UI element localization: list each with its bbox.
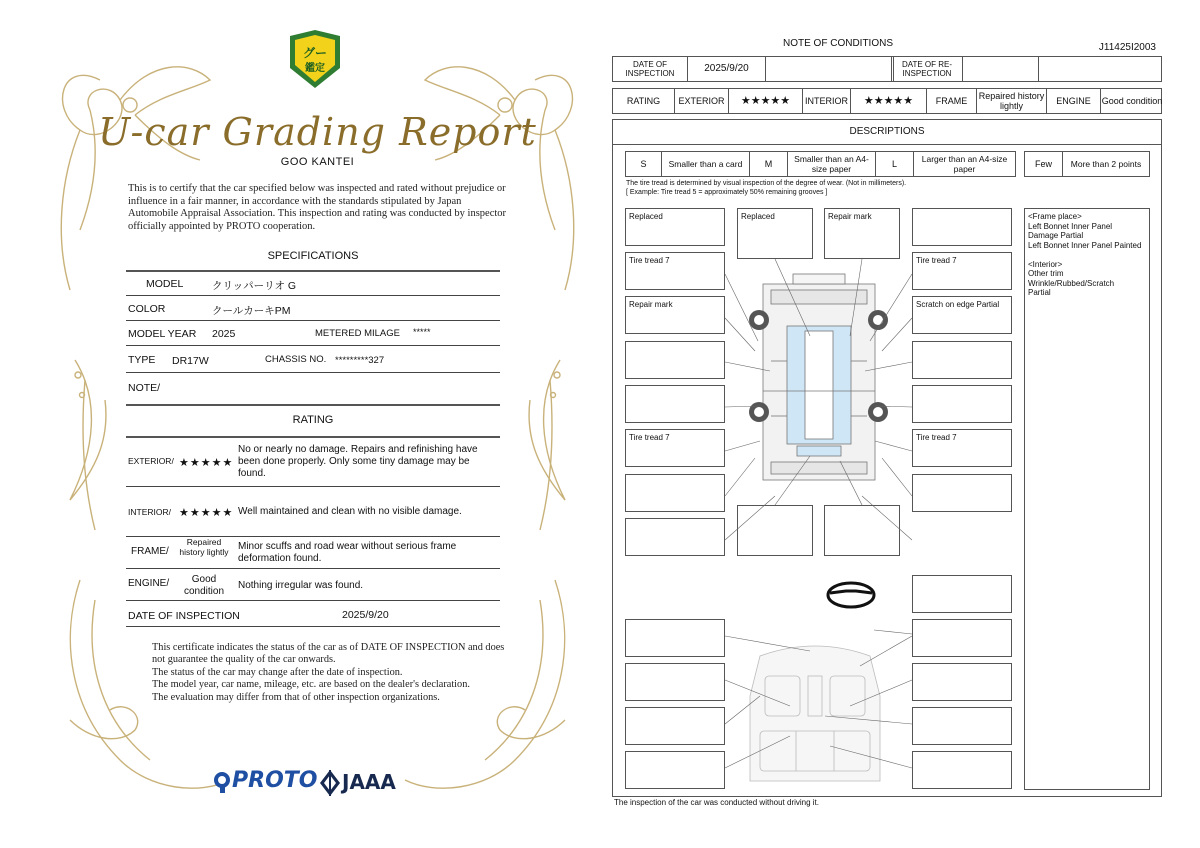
date-of-reinspection-label: DATE OF RE-INSPECTION: [891, 57, 963, 81]
model-value: クリッパーリオ G: [212, 280, 297, 292]
proto-logo: PROTO: [232, 768, 318, 793]
interior-label: INTERIOR/: [128, 507, 171, 517]
note-footer: The inspection of the car was conducted without driving it.: [614, 798, 819, 807]
date-of-inspection-value: 2025/9/20: [688, 57, 766, 81]
jaaa-logo-icon: [320, 770, 340, 796]
svg-text:グー: グー: [302, 46, 328, 60]
frame-value: Repaired history lightly: [977, 89, 1047, 113]
date-of-inspection-label: DATE OF INSPECTION: [613, 57, 688, 81]
legend-l: L: [876, 152, 914, 176]
note-title: NOTE OF CONDITIONS: [783, 38, 893, 49]
frame-description: Minor scuffs and road wear without serious frame deformation found.: [238, 541, 457, 564]
grading-certificate: [40, 20, 595, 810]
rating-row: [612, 88, 1162, 114]
report-title: U-car Grading Report: [98, 110, 537, 154]
divider: [126, 372, 500, 373]
remarks-box: [1024, 208, 1150, 790]
rating-label: RATING: [613, 89, 675, 113]
legend-m: M: [750, 152, 788, 176]
metered-mileage-label: METERED MILAGE: [315, 328, 400, 339]
few-legend: [1024, 151, 1150, 177]
exterior-stars: ★★★★★: [729, 89, 803, 113]
divider: [126, 345, 500, 346]
note-label: NOTE/: [128, 382, 161, 394]
condition-box: Tire tread 7: [912, 252, 1012, 290]
legend-s-desc: Smaller than a card: [662, 152, 750, 176]
divider: [612, 144, 1162, 145]
legend-s: S: [626, 152, 662, 176]
size-legend: [625, 151, 1016, 177]
legend-l-desc: Larger than an A4-size paper: [921, 154, 1008, 174]
condition-box: Replaced: [625, 208, 725, 246]
jaaa-logo: JAAA: [342, 770, 396, 794]
specifications-heading: SPECIFICATIONS: [267, 250, 359, 262]
condition-box: Scratch on edge Partial: [912, 296, 1012, 334]
condition-box: Replaced: [737, 208, 813, 259]
empty-cell: [1039, 57, 1163, 81]
divider: [126, 436, 500, 438]
divider: [126, 404, 500, 406]
metered-mileage-value: *****: [413, 327, 431, 337]
remarks-text: <Frame place> Left Bonnet Inner Panel Damage Partial Left Bonnet Inner Panel Painted <Interior> Other trim Wrinkle/Rubbed/Scratch Partial: [1028, 212, 1142, 297]
exterior-stars: ★★★★★: [179, 457, 234, 469]
interior-stars: ★★★★★: [179, 507, 234, 519]
interior-description: Well maintained and clean with no visible damage.: [238, 506, 462, 517]
interior-label: INTERIOR: [803, 89, 851, 113]
color-value: クールカーキPM: [212, 305, 291, 317]
divider: [126, 295, 500, 296]
tire-tread-note: The tire tread is determined by visual inspection of the degree of wear. (Not in millimeters). [ Example: Tire tread 5 = approximately 50% remaining grooves ]: [626, 180, 907, 196]
legend-few: Few: [1025, 152, 1063, 176]
empty-cell: [766, 57, 894, 81]
certificate-footnote: This certificate indicates the status of the car as of DATE OF INSPECTION and does not guarantee the quality of the car onwards. The status of the car may change after the date of inspection. The model year, car name, mileage, etc. are based on the dealer's declaration. The evaluation may differ from that of other inspection organizations.: [152, 642, 505, 703]
condition-box: Repair mark: [625, 296, 725, 334]
frame-label: FRAME: [927, 89, 977, 113]
divider: [126, 270, 500, 272]
date-of-inspection-label: DATE OF INSPECTION: [128, 610, 240, 622]
date-row: [612, 56, 1162, 82]
exterior-label: EXTERIOR: [675, 89, 729, 113]
divider: [126, 626, 500, 627]
report-subtitle: GOO KANTEI: [280, 156, 355, 168]
intro-paragraph: This is to certify that the car specified below was inspected and rated without prejudice or influence in a fair manner, in accordance with the standards stipulated by Japan Automobile Appraisal Association. This inspection and rating was conducted by inspector officially appointed by PROTO cooperation.: [128, 183, 507, 232]
model-year-label: MODEL YEAR: [128, 328, 197, 340]
condition-box: Tire tread 7: [625, 252, 725, 290]
engine-description: Nothing irregular was found.: [238, 580, 364, 591]
descriptions-heading: DESCRIPTIONS: [849, 126, 925, 137]
divider: [126, 320, 500, 321]
model-label: MODEL: [146, 278, 184, 290]
exterior-description: No or nearly no damage. Repairs and refinishing have been done properly. Only some tiny damage may be found.: [238, 444, 478, 479]
color-label: COLOR: [128, 303, 166, 315]
condition-box: Repair mark: [824, 208, 900, 259]
divider: [126, 600, 500, 601]
engine-label: ENGINE/: [128, 578, 170, 589]
note-of-conditions: [610, 36, 1166, 811]
engine-value: Good condition: [1101, 96, 1163, 106]
goo-kantei-badge-icon: [286, 30, 344, 90]
engine-label: ENGINE: [1047, 89, 1101, 113]
reinspection-value: [963, 57, 1039, 81]
rating-heading: RATING: [292, 414, 334, 426]
model-year-value: 2025: [212, 328, 236, 340]
document-id: J11425I2003: [1098, 42, 1156, 53]
type-label: TYPE: [128, 354, 156, 366]
interior-stars: ★★★★★: [851, 89, 927, 113]
legend-few-desc: More than 2 points: [1070, 159, 1142, 169]
condition-box: Tire tread 7: [625, 429, 725, 467]
proto-logo-icon: [212, 770, 232, 794]
divider: [126, 486, 500, 487]
exterior-label: EXTERIOR/: [128, 456, 174, 466]
condition-box: Tire tread 7: [912, 429, 1012, 467]
type-value: DR17W: [172, 355, 209, 367]
svg-text:鑑定: 鑑定: [305, 63, 325, 74]
interior-leader-lines: [610, 596, 1020, 796]
engine-value: Good condition: [183, 574, 225, 597]
chassis-label: CHASSIS NO.: [265, 354, 327, 365]
chassis-value: *********327: [335, 355, 385, 366]
date-of-inspection-value: 2025/9/20: [342, 609, 389, 621]
frame-value: Repaired history lightly: [179, 537, 229, 557]
frame-label: FRAME/: [131, 546, 169, 557]
divider: [126, 568, 500, 569]
legend-m-desc: Smaller than an A4-size paper: [788, 152, 876, 176]
